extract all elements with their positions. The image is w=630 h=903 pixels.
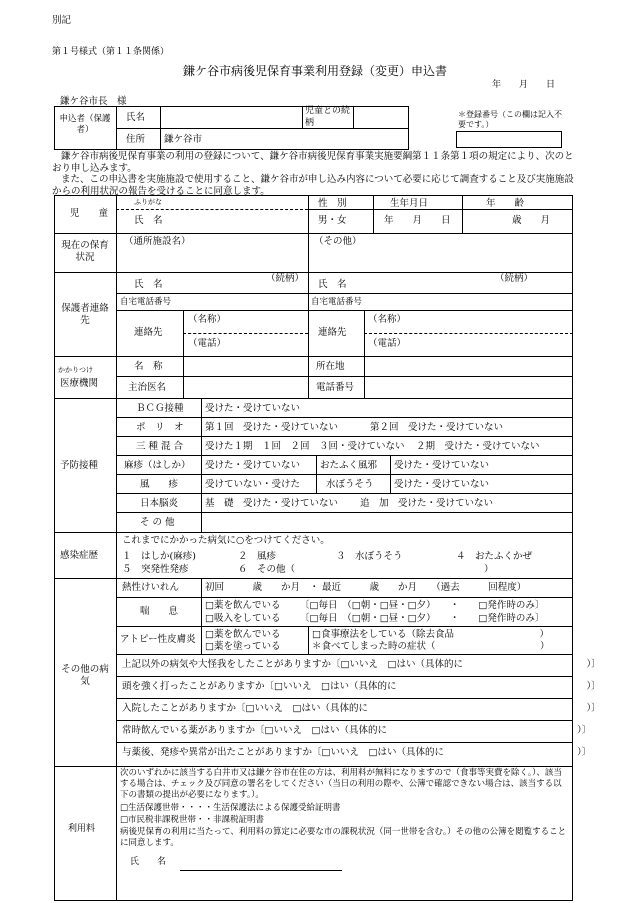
child-label: 児 童 [70, 208, 109, 219]
asthma-med-frequency[interactable]: 〔□毎日 （□朝・□昼・□夕） ・ □発作時のみ〕 [300, 600, 545, 611]
address-label: 住所 [126, 134, 146, 145]
mixed-label: 三 種 混 合 [136, 441, 184, 452]
atopy-label: アトピー性皮膚炎 [120, 634, 196, 645]
clinic-name-label: 名 称 [134, 361, 163, 372]
kakaritsuke-label: かかりつけ [58, 366, 93, 374]
intro-paragraph-2: また、この申込書を実施施設で使用すること、鎌ケ谷市が申し込み内容について必要に応じて調査すること及び実施施設からの利用状況の報告を受けることに同意します。 [52, 174, 574, 198]
fee-tax-exempt-option[interactable]: □市民税非課税世帯・・非課税証明書 [120, 815, 265, 825]
medical-label: その他の病気 [61, 664, 109, 688]
infection-item-5[interactable]: ５ 突発性発疹 [122, 564, 189, 575]
addressee: 鎌ケ谷市長 様 [60, 96, 127, 107]
relation-label: 児童との続 柄 [305, 106, 369, 128]
clinic-location-label: 所在地 [316, 361, 345, 372]
applicant-label: 申込者（保護者） [59, 114, 111, 135]
je-booster[interactable]: 追 加 受けた・受けていない [360, 498, 494, 509]
mumps-value[interactable]: 受けた・受けていない [394, 460, 490, 471]
measles-label: 麻疹（はしか） [124, 460, 191, 471]
infection-label: 感染症歴 [60, 550, 99, 561]
infection-item-4[interactable]: ４ おたふくかぜ [456, 551, 533, 562]
nursery-facility-label: （通所施設名） [124, 236, 191, 247]
chickenpox-label: 水ぼうそう [326, 479, 374, 490]
atopy-diet[interactable]: □食事療法をしている（除去食品 ） [312, 629, 549, 640]
question-regular-medication[interactable]: 常時飲んでいる薬がありますか〔□いいえ □はい（具体的に ）〕 [122, 725, 592, 736]
atopy-oral-med[interactable]: □薬を飲んでいる [205, 629, 281, 640]
infection-item-3[interactable]: ３ 水ぼうそう [336, 551, 403, 562]
asthma-inhaler-frequency[interactable]: 〔□毎日 （□朝・□昼・□夕） ・ □発作時のみ〕 [300, 613, 545, 624]
guardian-label: 保護者連絡先 [61, 303, 109, 327]
address-value: 鎌ケ谷市 [164, 134, 203, 145]
guardian1-home-phone-label: 自宅電話番号 [120, 297, 172, 307]
febrile-label: 熱性けいれん [122, 582, 180, 593]
je-label: 日本脳炎 [140, 498, 179, 509]
birthdate-label: 生年月日 [390, 198, 429, 209]
chickenpox-value[interactable]: 受けた・受けていない [394, 479, 490, 490]
polio-dose1[interactable]: 第１回 受けた・受けていない [205, 422, 339, 433]
polio-dose2[interactable]: 第２回 受けた・受けていない [370, 422, 504, 433]
intro-paragraph-1: 鎌ケ谷市病後児保育事業の利用の登録について、鎌ケ谷市病後児保育事業実施要綱第１１条第１項の規定により、次のとおり申し込みます。 [52, 151, 574, 175]
child-name-label: 氏 名 [134, 215, 163, 226]
infection-item-1[interactable]: １ はしか(麻疹) [122, 551, 196, 562]
age-label: 年 齢 [486, 198, 525, 209]
mixed-phase2[interactable]: ２期 受けた・受けていない [416, 441, 540, 452]
guardian2-contact-label: 連絡先 [318, 327, 347, 338]
fee-consent: 病後児保育の利用に当たって、利用料の算定に必要な市の課税状況（同一世帯を含む。）その他の公簿を閲覧することに同意します。 [120, 827, 567, 849]
guardian1-org-name: （名称） [188, 314, 227, 325]
fee-welfare-option[interactable]: □生活保護世帯・・・・生活保護法による保護受給証明書 [120, 803, 341, 813]
guardian2-name-label: 氏 名 [318, 279, 347, 290]
question-other-illness[interactable]: 上記以外の病気や大怪我をしたことがありますか〔□いいえ □はい（具体的に ）〕 [122, 659, 601, 670]
guardian2-relation-label: （続柄） [495, 273, 534, 284]
page-title: 鎌ケ谷市病後児保育事業利用登録（変更）申込書 [182, 64, 447, 78]
bcg-value[interactable]: 受けた・受けていない [205, 403, 301, 414]
mixed-phase1[interactable]: 受けた１期 １回 ２回 ３回・受けていない [205, 441, 405, 452]
nursery-label: 現在の保育状況 [61, 240, 109, 264]
vaccination-other-label: そ の 他 [140, 517, 175, 528]
guardian1-contact-label: 連絡先 [134, 327, 163, 338]
applicant-name-label: 氏名 [126, 112, 146, 123]
clinic-label: 医療機関 [60, 378, 99, 389]
je-basic[interactable]: 基 礎 受けた・受けていない [205, 498, 339, 509]
atopy-topical-med[interactable]: □薬を塗っている [205, 641, 281, 652]
guardian1-phone: （電話） [188, 338, 227, 349]
mumps-label: おたふく風邪 [320, 460, 378, 471]
question-hospitalization[interactable]: 入院したことがありますか〔□いいえ □はい（具体的に ）〕 [122, 703, 601, 714]
form-number: 第１号様式（第１１条関係） [52, 47, 170, 57]
guardian1-relation-label: （続柄） [266, 273, 305, 284]
question-drug-reaction-row[interactable]: 与薬後、発疹や異常が出たことがありますか〔□いいえ □はい（具体的に ）〕 [122, 747, 592, 758]
bcg-label: ＢＣＧ接種 [136, 403, 184, 414]
asthma-med[interactable]: □薬を飲んでいる [205, 600, 281, 611]
fee-instructions: 次のいずれかに該当する白井市又は鎌ケ谷市在住の方は、利用料が無料になりますので（食事等実費を除く。）、該当する場合は、チェック及び同意の署名をしてください（当日の利用の際や、公簿で確認できない場合は、該当する以下の書類の提出が必要になります。）。 [120, 768, 562, 801]
febrile-value[interactable]: 初回 歳 か月 ・ 最近 歳 か月 （過去 回程度） [205, 582, 527, 593]
date-field[interactable]: 年 月 日 [492, 80, 556, 90]
atopy-symptoms[interactable]: ＊食べてしまった時の症状（ ） [312, 641, 550, 652]
sex-value[interactable]: 男・女 [318, 215, 347, 226]
infection-item-6[interactable]: ６ その他（ [238, 564, 296, 575]
sex-label: 性 別 [318, 198, 347, 209]
registration-note: ＊登録番号（この欄は記入不要です。） [458, 110, 562, 130]
fee-signature-line[interactable] [180, 870, 342, 871]
infection-item-6-close: ） [484, 564, 494, 575]
guardian2-home-phone-label: 自宅電話番号 [311, 297, 363, 307]
guardian2-org-name: （名称） [368, 314, 407, 325]
measles-value[interactable]: 受けた・受けていない [205, 460, 301, 471]
polio-label: ポ リ オ [136, 422, 184, 433]
asthma-inhaler[interactable]: □吸入をしている [205, 613, 281, 624]
clinic-phone-label: 電話番号 [316, 382, 355, 393]
age-value[interactable]: 歳 月 [512, 215, 551, 226]
fee-signature-label: 氏 名 [130, 857, 167, 867]
vaccination-label: 予防接種 [60, 460, 99, 471]
registration-number-box[interactable] [456, 131, 562, 148]
guardian2-phone: （電話） [368, 338, 407, 349]
infection-item-2[interactable]: ２ 風疹 [238, 551, 277, 562]
guardian1-name-label: 氏 名 [134, 279, 163, 290]
asthma-label: 喘 息 [140, 606, 179, 617]
infection-prompt: これまでにかかった病気に○をつけてください。 [122, 535, 330, 546]
furigana-label: ふりがな [134, 198, 162, 206]
fee-label: 利用料 [68, 824, 96, 834]
question-head-injury[interactable]: 頭を強く打ったことがありますか〔□いいえ □はい（具体的に ）〕 [122, 681, 601, 692]
birthdate-value[interactable]: 年 月 日 [384, 215, 451, 226]
rubella-label: 風 疹 [140, 479, 179, 490]
besshi-label: 別記 [52, 15, 72, 26]
doctor-name-label: 主治医名 [128, 382, 167, 393]
nursery-other-label: （その他） [314, 236, 362, 247]
rubella-value[interactable]: 受けていない・受けた [205, 479, 301, 490]
